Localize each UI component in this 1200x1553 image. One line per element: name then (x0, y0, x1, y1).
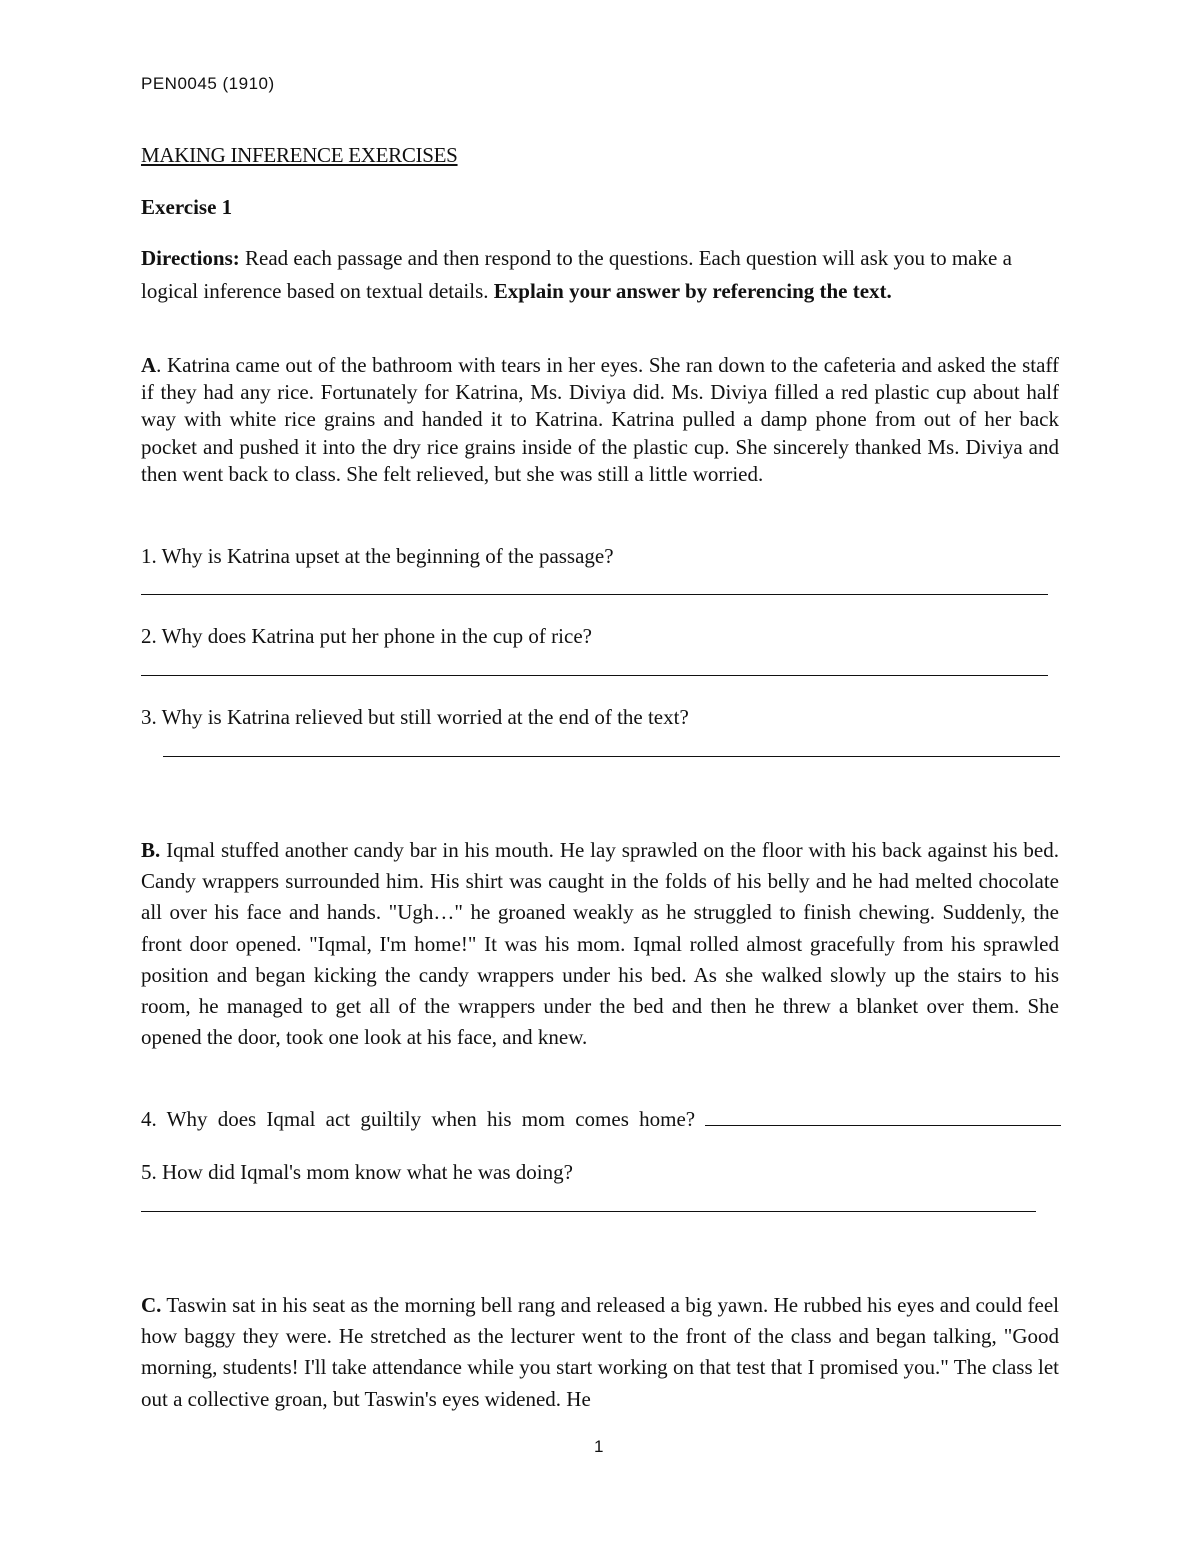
question-2: 2. Why does Katrina put her phone in the cup of rice? (141, 624, 592, 648)
passage-b (141, 835, 1059, 1053)
passage-a (141, 352, 1059, 488)
passage-text: Taswin sat in his seat as the morning bell rang and released a big yawn. He rubbed his eyes and could feel how baggy they were. He stretched as the lecturer went to the front of the class and began talking, "Good morning, students! I'll take attendance while you start working on that test that I promised you." The class let out a collective groan, but Taswin's eyes widened. He (141, 1293, 1059, 1411)
document-title: MAKING INFERENCE EXERCISES (141, 143, 458, 167)
passage-label: B. (141, 838, 161, 862)
answer-line-5[interactable] (141, 1211, 1036, 1212)
answer-line-1[interactable] (141, 594, 1048, 595)
passage-c (141, 1290, 1059, 1415)
question-5: 5. How did Iqmal's mom know what he was doing? (141, 1160, 573, 1184)
passage-text: Iqmal stuffed another candy bar in his mouth. He lay sprawled on the floor with his back against his bed. Candy wrappers surrounded him. His shirt was caught in the folds of his belly and he had melted chocolate all over his face and hands. "Ugh…" he groaned weakly as he struggled to finish chewing. Suddenly, the front door opened. "Iqmal, I'm home!" It was his mom. Iqmal rolled almost gracefully from his sprawled position and began kicking the candy wrappers under his bed. As she walked slowly up the stairs to his room, he managed to get all of the wrappers under the bed and then he threw a blanket over them. She opened the door, took one look at his face, and knew. (141, 838, 1059, 1050)
answer-line-3[interactable] (163, 756, 1060, 757)
directions-emphasis: Explain your answer by referencing the text. (493, 279, 892, 303)
question-4: 4. Why does Iqmal act guiltily when his mom comes home? (141, 1107, 696, 1131)
exercise-heading: Exercise 1 (141, 195, 233, 219)
question-1: 1. Why is Katrina upset at the beginning of the passage? (141, 544, 614, 568)
passage-label: C. (141, 1293, 162, 1317)
course-code-header: PEN0045 (1910) (141, 74, 275, 93)
answer-line-4[interactable] (705, 1105, 1061, 1126)
page-number: 1 (594, 1437, 604, 1456)
answer-line-2[interactable] (141, 675, 1048, 676)
question-4-row (141, 1105, 1061, 1132)
passage-text: . Katrina came out of the bathroom with tears in her eyes. She ran down to the cafeteria and asked the staff if they had any rice. Fortunately for Katrina, Ms. Diviya did. Ms. Diviya filled a red plastic cup about half way with white rice grains and handed it to Katrina. Katrina pulled a damp phone from out of her back pocket and pushed it into the dry rice grains inside of the plastic cup. She sincerely thanked Ms. Diviya and then went back to class. She felt relieved, but she was still a little worried. (141, 353, 1059, 486)
directions-text: Read each passage and then respond to the questions. Each question will ask you to make a logical inference based on textual details. (141, 246, 1012, 303)
question-3: 3. Why is Katrina relieved but still worried at the end of the text? (141, 705, 689, 729)
passage-label: A (141, 353, 157, 377)
directions-paragraph (141, 242, 1061, 308)
directions-label: Directions: (141, 246, 240, 270)
